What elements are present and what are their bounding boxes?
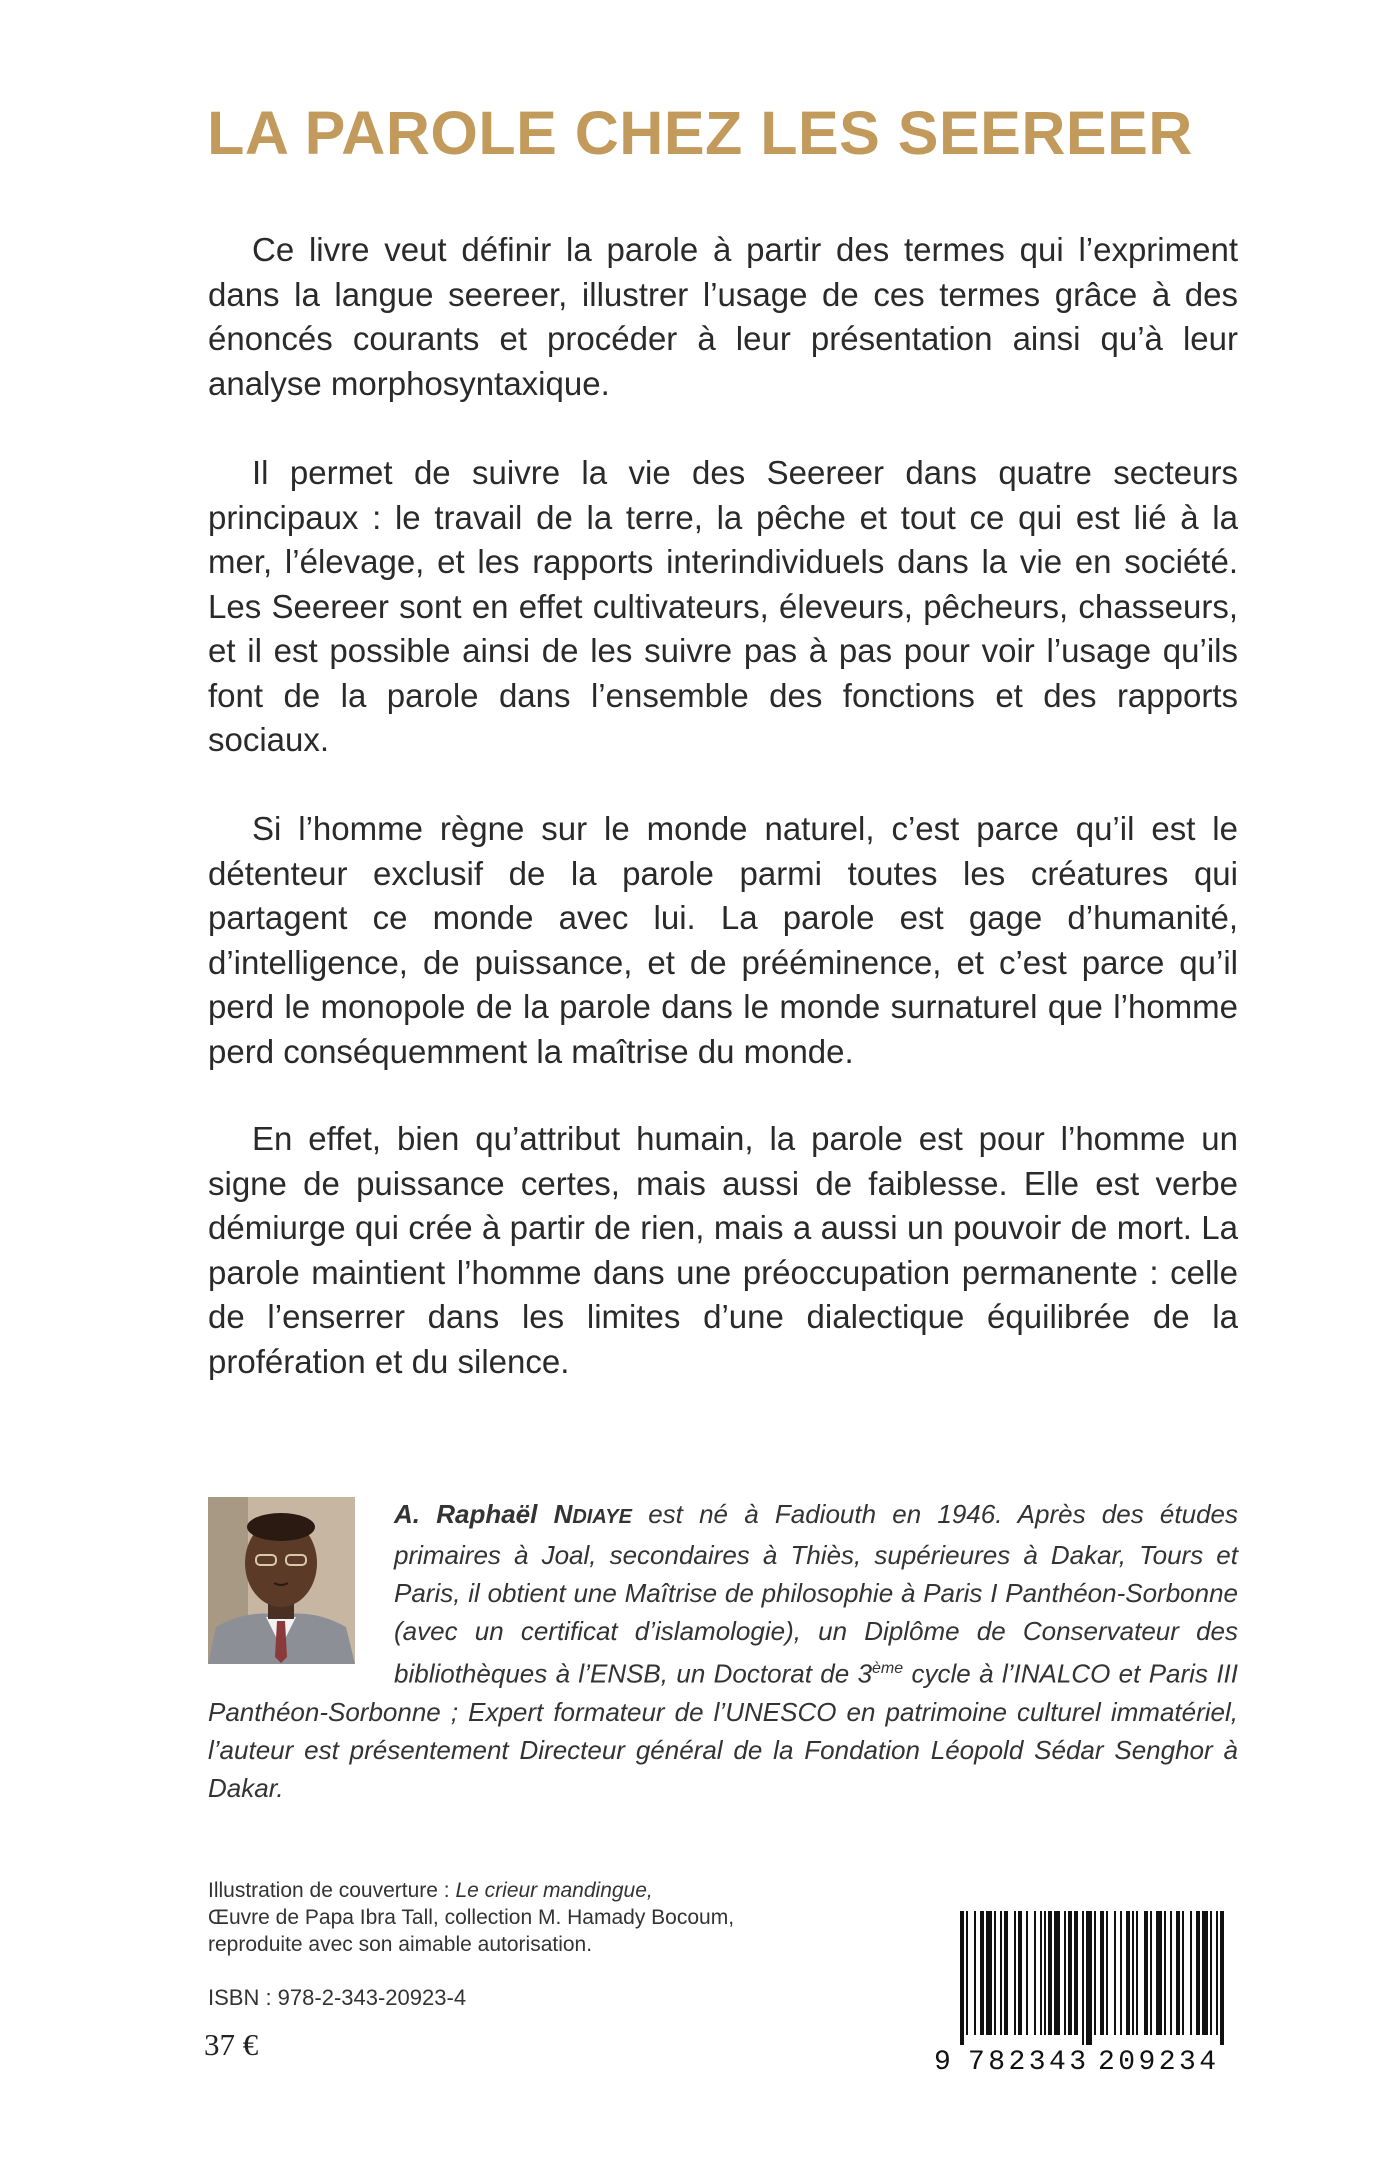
barcode	[930, 1911, 1235, 2071]
barcode-bar	[1120, 1911, 1122, 2035]
barcode-bar	[960, 1911, 964, 2045]
barcode-bar	[1004, 1911, 1008, 2035]
barcode-bar	[1114, 1911, 1116, 2035]
barcode-bar	[1202, 1911, 1208, 2035]
barcode-bar	[1074, 1911, 1078, 2035]
book-title: LA PAROLE CHEZ LES SEEREER	[207, 99, 1193, 167]
barcode-bar	[1000, 1911, 1002, 2035]
barcode-bar	[1034, 1911, 1036, 2035]
price: 37 €	[204, 2027, 259, 2062]
cover-illustration-credit: Illustration de couverture : Le crieur mandingue, Œuvre de Papa Ibra Tall, collection M. Hamady Bocoum, reproduite avec son aimable autorisation.	[208, 1879, 735, 1956]
barcode-digits-right: 209234	[1098, 2047, 1216, 2071]
barcode-bar	[1026, 1911, 1028, 2035]
barcode-digits-left: 782343	[968, 2047, 1086, 2071]
barcode-bar	[1132, 1911, 1134, 2035]
barcode-bar	[1086, 1911, 1092, 2045]
barcode-bar	[1144, 1911, 1148, 2035]
barcode-bar	[1040, 1911, 1042, 2035]
barcode-bar	[1094, 1911, 1096, 2035]
isbn: ISBN : 978-2-343-20923-4	[208, 1985, 467, 2010]
barcode-bar	[1068, 1911, 1072, 2035]
barcode-bar	[1182, 1911, 1184, 2035]
barcode-bar	[966, 1911, 968, 2035]
barcode-bar	[1064, 1911, 1066, 2035]
summary-paragraph-3: Si l’homme règne sur le monde naturel, c’est parce qu’il est le détenteur exclusif de la parole parmi toutes les créatures qui partagent ce monde avec lui. La parole est gage d’humanité, d’intelligence, de puissance, et de prééminence, et c’est parce qu’il perd le monopole de la parole dans le monde surnaturel que l’homme perd conséquemment la maîtrise du monde.	[208, 810, 1238, 1070]
summary-paragraph-4: En effet, bien qu’attribut humain, la parole est pour l’homme un signe de puissance certes, mais aussi de faiblesse. Elle est verbe démiurge qui crée à partir de rien, mais a aussi un pouvoir de mort. La parole maintient l’homme dans une préoccupation permanente : celle de l’enserrer dans les limites d’une dialectique équilibrée de la profération et du silence.	[208, 1120, 1238, 1380]
barcode-bar	[974, 1911, 976, 2035]
barcode-bar	[1210, 1911, 1212, 2035]
barcode-bar	[1106, 1911, 1108, 2035]
barcode-bar	[980, 1911, 984, 2035]
barcode-bar	[1136, 1911, 1138, 2035]
barcode-bar	[1164, 1911, 1166, 2035]
barcode-bar	[1170, 1911, 1172, 2035]
barcode-bar	[1176, 1911, 1180, 2035]
summary-paragraph-2: Il permet de suivre la vie des Seereer dans quatre secteurs principaux : le travail de la terre, la pêche et tout ce qui est lié à la mer, l’élevage, et les rapports interindividuels dans la vie en société. Les Seereer sont en effet cultivateurs, éleveurs, pêcheurs, chasseurs, et il est possible ainsi de les suivre pas à pas pour voir l’usage qu’ils font de la parole dans l’ensemble des fonctions et des rapports sociaux.	[208, 454, 1238, 758]
barcode-bar	[1054, 1911, 1060, 2035]
author-name: A. Raphaël NDIAYE	[394, 1499, 632, 1529]
barcode-digit-prefix: 9	[934, 2047, 951, 2071]
barcode-bar	[1126, 1911, 1130, 2035]
barcode-bar	[1044, 1911, 1046, 2035]
barcode-bar	[1100, 1911, 1104, 2035]
summary-paragraph-1: Ce livre veut définir la parole à partir des termes qui l’expriment dans la langue seereer, illustrer l’usage de ces termes grâce à des énoncés courants et procéder à leur présentation ainsi qu’à leur analyse morphosyntaxique.	[208, 231, 1238, 402]
barcode-bar	[1082, 1911, 1084, 2045]
barcode-bar	[1196, 1911, 1200, 2035]
barcode-bar	[1048, 1911, 1052, 2035]
barcode-bar	[1150, 1911, 1152, 2035]
barcode-bar	[1156, 1911, 1162, 2035]
barcode-bar	[986, 1911, 992, 2035]
barcode-bar	[1190, 1911, 1192, 2035]
barcode-bar	[994, 1911, 996, 2035]
barcode-bar	[1216, 1911, 1218, 2035]
barcode-bar	[1014, 1911, 1016, 2035]
barcode-bar	[1220, 1911, 1224, 2045]
author-biography: A. Raphaël NDIAYE est né à Fadiouth en 1946. Après des études primaires à Joal, secondaires à Thiès, supérieures à Dakar, Tours et Paris, il obtient une Maîtrise de philosophie à Paris I Panthéon-Sorbonne (avec un certificat d’islamologie), un Diplôme de Conservateur des bibliothèques à l’ENSB, un Doctorat de 3ème cycle à l’INALCO et Paris III Panthéon-Sorbonne ; Expert formateur de l’UNESCO en patrimoine culturel immatériel, l’auteur est présentement Directeur général de la Fondation Léopold Sédar Senghor à Dakar.	[208, 1499, 1238, 1803]
barcode-bar	[1018, 1911, 1022, 2035]
